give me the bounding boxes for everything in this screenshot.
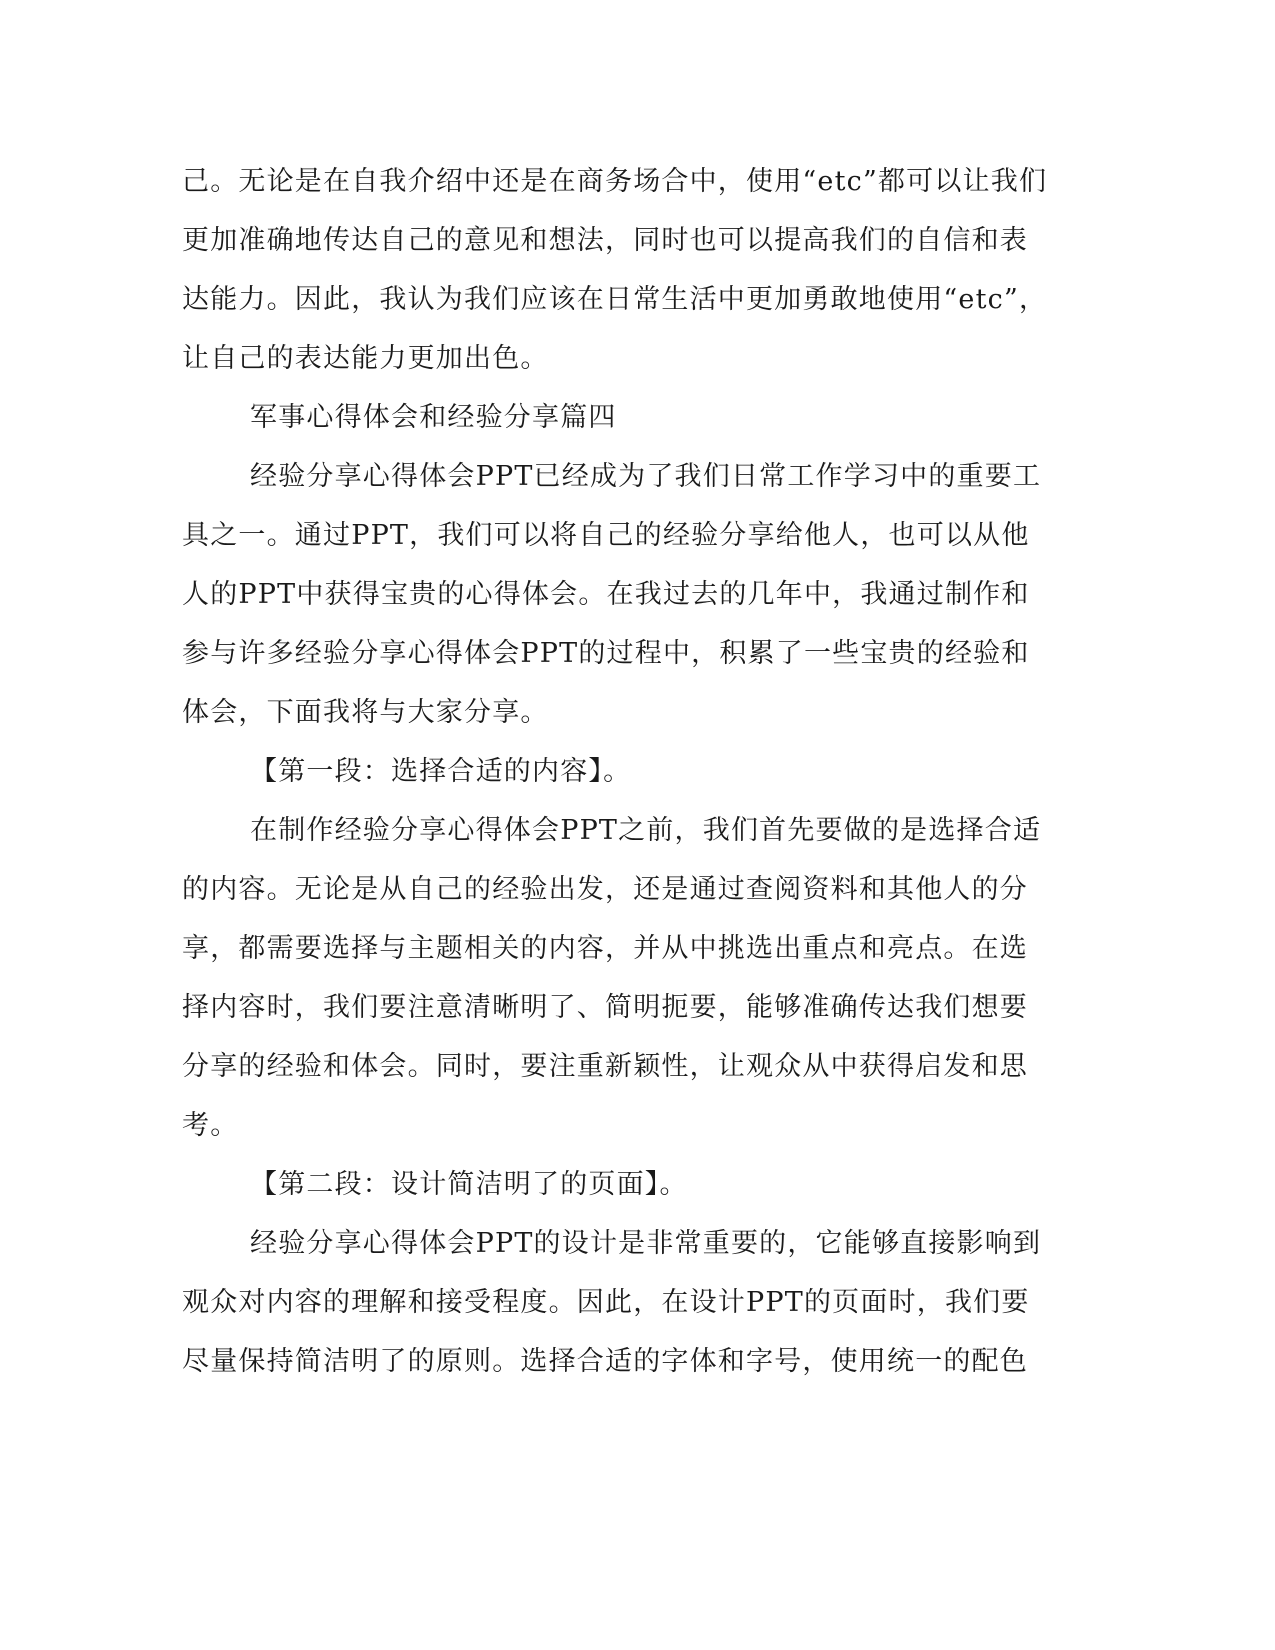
paragraph-heading: 【第一段：选择合适的内容】。 [250,756,632,787]
text-line: 在制作经验分享心得体会PPT之前，我们首先要做的是选择合适 [250,815,1042,846]
text-line: 经验分享心得体会PPT的设计是非常重要的，它能够直接影响到 [250,1228,1042,1259]
section-heading: 军事心得体会和经验分享篇四 [250,402,617,433]
text-line: 具之一。通过PPT，我们可以将自己的经验分享给他人，也可以从他 [182,520,1030,551]
text-line: 达能力。因此，我认为我们应该在日常生活中更加勇敢地使用“etc”， [182,284,1048,315]
text-line: 让自己的表达能力更加出色。 [182,343,549,374]
text-line: 经验分享心得体会PPT已经成为了我们日常工作学习中的重要工 [250,461,1042,492]
text-line: 观众对内容的理解和接受程度。因此，在设计PPT的页面时，我们要 [182,1287,1030,1318]
text-line: 分享的经验和体会。同时，要注重新颖性，让观众从中获得启发和思 [182,1051,1028,1082]
text-line: 人的PPT中获得宝贵的心得体会。在我过去的几年中，我通过制作和 [182,579,1030,610]
text-line: 的内容。无论是从自己的经验出发，还是通过查阅资料和其他人的分 [182,874,1028,905]
text-line: 尽量保持简洁明了的原则。选择合适的字体和字号，使用统一的配色 [182,1346,1028,1377]
text-line: 考。 [182,1110,239,1141]
text-line: 更加准确地传达自己的意见和想法，同时也可以提高我们的自信和表 [182,225,1028,256]
text-line: 参与许多经验分享心得体会PPT的过程中，积累了一些宝贵的经验和 [182,638,1030,669]
text-line: 体会，下面我将与大家分享。 [182,697,549,728]
paragraph-heading: 【第二段：设计简洁明了的页面】。 [250,1169,688,1200]
text-line: 己。无论是在自我介绍中还是在商务场合中，使用“etc”都可以让我们 [182,166,1048,197]
text-line: 择内容时，我们要注意清晰明了、简明扼要，能够准确传达我们想要 [182,992,1028,1023]
text-line: 享，都需要选择与主题相关的内容，并从中挑选出重点和亮点。在选 [182,933,1028,964]
